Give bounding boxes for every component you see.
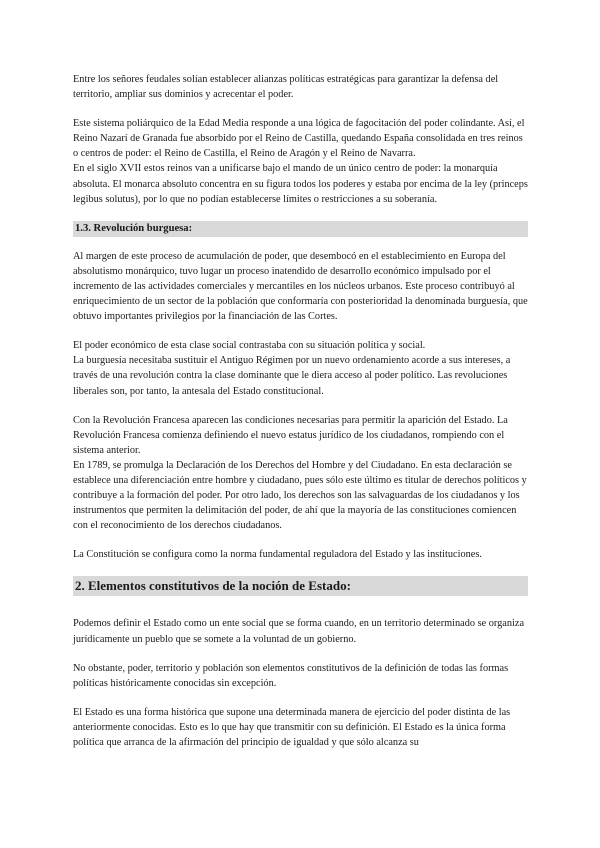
paragraph-constitution: La Constitución se configura como la norma fundamental reguladora del Estado y las instituciones. (73, 549, 482, 561)
section-heading-state-elements: 2. Elementos constitutivos de la noción de Estado: (73, 576, 528, 596)
document-body (73, 72, 528, 764)
paragraph-economic-development: Al margen de este proceso de acumulación de poder, que desembocó en el establecimiento en Europa del absolutismo monárquico, tuvo lugar un proceso inatendido de desarrollo económico impulsado por el incremento de las actividades comerciales y mercantiles en los núcleos urbanos. Este proceso contribuyó al enriquecimiento de un sector de la población que conformaría con posterioridad la denominada burguesía, que obtuvo importantes privilegios por la financiación de las Cortes. (73, 250, 528, 323)
paragraph-declaration-1789: En 1789, se promulga la Declaración de los Derechos del Hombre y del Ciudadano. En esta declaración se establece una diferenciación entre hombre y ciudadano, pues sólo este último es titular de derechos políticos y contribuye a la formación del poder. Por otro lado, los derechos son las salvaguardas de los ciudadanos y los instrumentos que permiten la delimitación del poder, de ahí que la mayoría de las constituciones comiencen con el reconocimiento de los derechos ciudadanos. (73, 459, 527, 532)
section-heading-bourgeois-revolution: 1.3. Revolución burguesa: (73, 221, 528, 237)
paragraph-polyarchic-system: Este sistema poliárquico de la Edad Media responde a una lógica de fagocitación del poder colindante. Así, el Reino Nazarí de Granada fue absorbido por el Reino de Castilla, quedando España consolidada en tres reinos o centros de poder: el Reino de Castilla, el Reino de Aragón y el Reino de Navarra. (73, 118, 525, 160)
paragraph-historical-form: El Estado es una forma histórica que supone una determinada manera de ejercicio del poder distinta de las anteriormente conocidas. Esto es lo que hay que transmitir con su definición. El Estado es la única forma política que arranca de la afirmación del principio de igualdad y que sólo alcanza su (73, 706, 511, 748)
paragraph-constitutive-elements: No obstante, poder, territorio y población son elementos constitutivos de la definición de todas las formas políticas históricamente conocidas sin excepción. (73, 662, 509, 689)
paragraph-french-revolution: Con la Revolución Francesa aparecen las condiciones necesarias para permitir la aparición del Estado. La Revolución Francesa comienza definiendo el nuevo estatus jurídico de los ciudadanos, rompiendo con el sistema anterior. (73, 414, 508, 456)
paragraph-absolute-monarchy: En el siglo XVII estos reinos van a unificarse bajo el mando de un único centro de poder: la monarquía absoluta. El monarca absoluto concentra en su figura todos los poderes y estaba por encima de la ley (princeps legibus solutus), por lo que no podían establecerse límites o restricciones a su soberanía. (73, 163, 528, 205)
paragraph-bourgeoisie-needs: La burguesía necesitaba sustituir el Antiguo Régimen por un nuevo ordenamiento acorde a sus intereses, a través de una revolución contra la clase dominante que le diera acceso al poder político. Las revoluciones liberales son, por tanto, la antesala del Estado constitucional. (73, 355, 511, 397)
paragraph-economic-power: El poder económico de esta clase social contrastaba con su situación política y social. (73, 340, 426, 352)
paragraph-feudal-alliances: Entre los señores feudales solían establecer alianzas políticas estratégicas para garantizar la defensa del territorio, ampliar sus dominios y acrecentar el poder. (73, 74, 499, 101)
paragraph-state-definition: Podemos definir el Estado como un ente social que se forma cuando, en un territorio determinado se organiza jurídicamente un pueblo que se somete a la voluntad de un gobierno. (73, 618, 525, 645)
